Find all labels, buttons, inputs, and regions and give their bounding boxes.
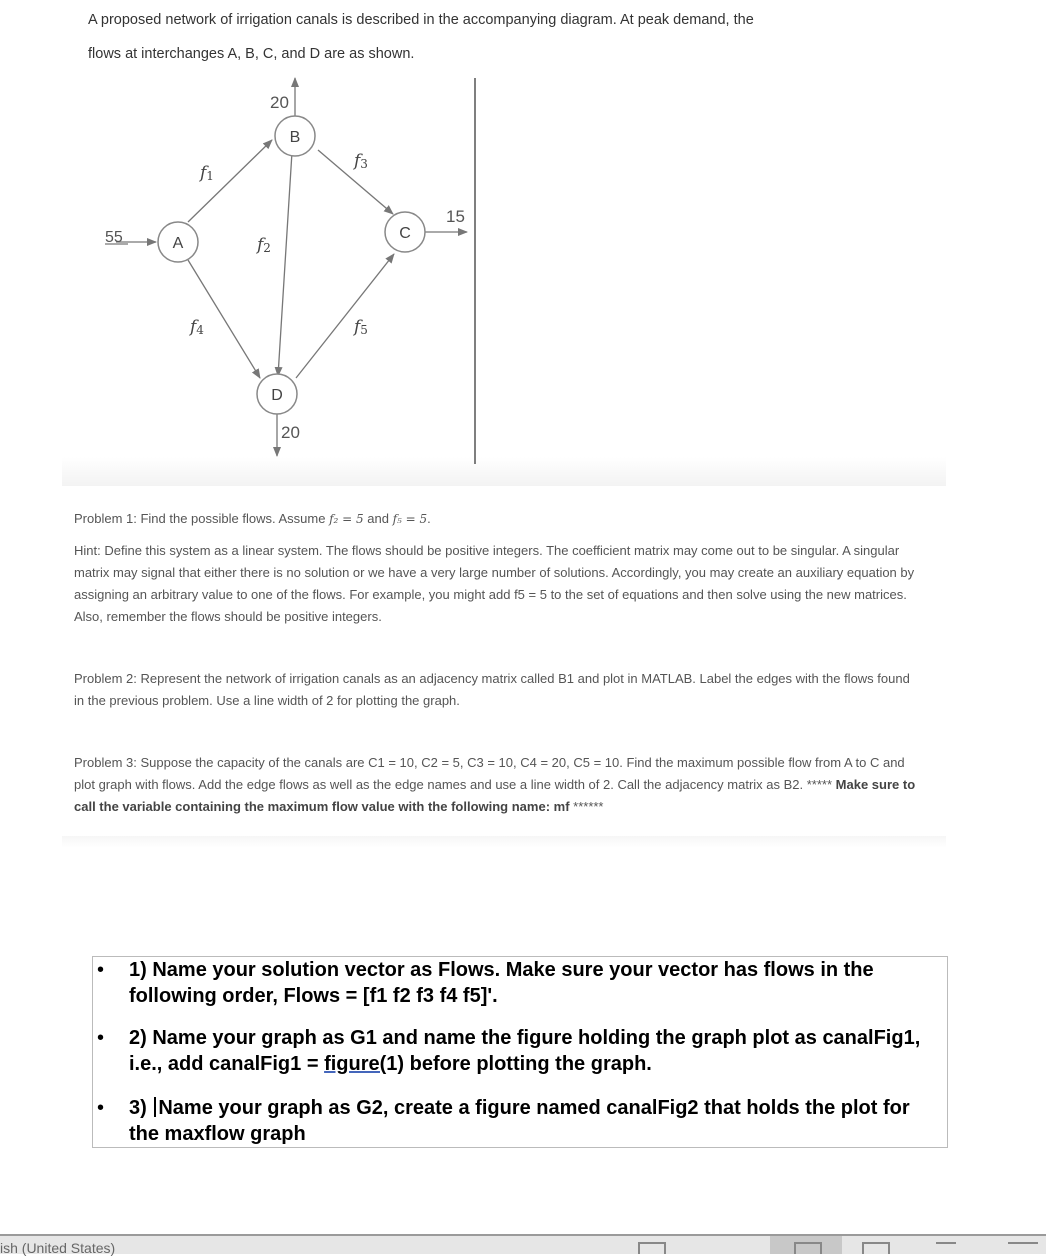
- requirement-1: 1) Name your solution vector as Flows. Make sure your vector has flows in the following order, Flows = [f1 f2 f3 f4 f5]'.: [129, 959, 874, 1007]
- problem-1-math-f2: f₂ = 5: [329, 512, 364, 526]
- requirement-3-number: 3): [129, 1097, 147, 1119]
- node-A-label: A: [172, 235, 184, 252]
- bullet-3: •: [97, 1097, 105, 1119]
- status-bar: [0, 1234, 1046, 1254]
- node-B-label: B: [289, 129, 301, 146]
- requirement-2: [129, 1025, 939, 1077]
- canal-network-diagram: [62, 72, 946, 486]
- outline-view-icon[interactable]: [936, 1242, 956, 1254]
- flow-label-f2: f2: [257, 235, 271, 255]
- problem-1-suffix: .: [427, 511, 431, 526]
- hint-paragraph: Hint: Define this system as a linear system. The flows should be positive integers. The coefficient matrix may come out to be singular. A singular matrix may signal that either there is no solution or we have a very large number of solutions. Accordingly, you may create an auxiliary equation by assigning an arbitrary value to one of the flows. For example, you might add f5 = 5 to the set of equations and then solve using the new matrices. Also, remember the flows should be positive integers.: [74, 543, 915, 624]
- edge-f5: [296, 254, 394, 378]
- intro-line-2: flows at interchanges A, B, C, and D are as shown.: [88, 46, 415, 62]
- bullet-2: •: [97, 1027, 105, 1049]
- problem-3-stars-open: *****: [806, 777, 833, 792]
- draft-view-icon[interactable]: [1008, 1242, 1038, 1254]
- problem-3-bold-note: Make sure to call the variable containing the maximum flow value with the following name: mf: [74, 777, 916, 814]
- problem-3: [74, 752, 919, 818]
- flow-label-f4: f4: [190, 317, 204, 337]
- requirements-box[interactable]: [92, 956, 948, 1148]
- flow-label-f5: f5: [354, 317, 368, 337]
- section-divider: [62, 836, 946, 848]
- problem-1: [74, 508, 919, 530]
- intro-line-1: A proposed network of irrigation canals is described in the accompanying diagram. At peak demand, the: [88, 12, 754, 28]
- node-D-label: D: [271, 387, 283, 404]
- inflow-A-label: 55: [105, 229, 123, 246]
- text-cursor: [154, 1097, 156, 1117]
- node-C-label: C: [399, 225, 411, 242]
- outflow-C-label: 15: [446, 207, 465, 226]
- problem-1-math-f5: f₅ = 5: [392, 512, 428, 526]
- requirement-3-text: Name your graph as G2, create a figure named canalFig2 that holds the plot for the maxflow graph: [129, 1097, 910, 1145]
- edge-f2: [278, 152, 292, 376]
- outflow-D-label: 20: [281, 423, 300, 442]
- network-svg: [62, 72, 946, 486]
- requirement-2-after: 1) before plotting the graph.: [386, 1053, 652, 1075]
- problem-3-stars-close: ******: [573, 799, 604, 814]
- web-layout-icon[interactable]: [862, 1242, 890, 1254]
- problem-3-text: Problem 3: Suppose the capacity of the canals are C1 = 10, C2 = 5, C3 = 10, C4 = 20, C5 = 10. Find the maximum possible flow from A to C and plot graph with flows. Add the edge flows as well as the edge names and use a line width of 2. Call the adjacency matrix as B2.: [74, 755, 905, 792]
- figure-link[interactable]: figure(: [324, 1053, 387, 1075]
- problem-1-and: and: [363, 511, 393, 526]
- requirement-2-before: 2) Name your graph as G1 and name the figure holding the graph plot as canalFig1, i.e., add canalFig1 =: [129, 1027, 921, 1075]
- status-language[interactable]: ish (United States): [0, 1240, 116, 1256]
- view-layout-icon[interactable]: [638, 1242, 666, 1254]
- edge-f4: [188, 260, 260, 378]
- requirement-3[interactable]: [129, 1095, 939, 1147]
- print-layout-icon[interactable]: [794, 1242, 822, 1254]
- outflow-B-label: 20: [270, 93, 289, 112]
- problem-2: Problem 2: Represent the network of irrigation canals as an adjacency matrix called B1 and plot in MATLAB. Label the edges with the flows found in the previous problem. Use a line width of 2 for plotting the graph.: [74, 671, 910, 708]
- flow-label-f1: f1: [200, 163, 214, 183]
- problem-1-prefix: Problem 1: Find the possible flows. Assume: [74, 511, 330, 526]
- bullet-1: •: [97, 959, 105, 981]
- flow-label-f3: f3: [354, 151, 368, 171]
